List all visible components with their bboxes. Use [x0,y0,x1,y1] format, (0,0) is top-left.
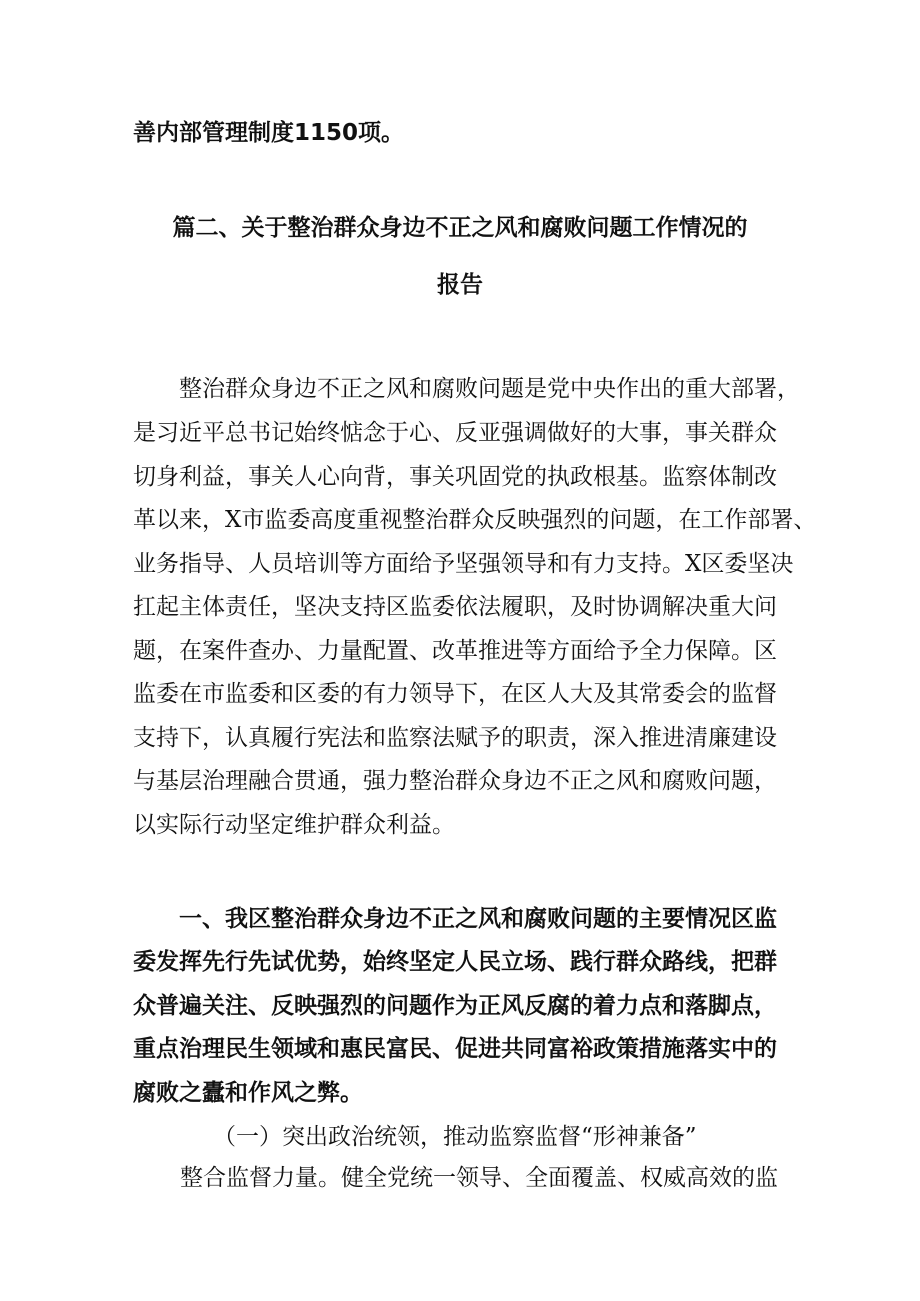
intro-line: 切身利益，事关人心向背，事关巩固党的执政根基。监察体制改 [133,464,777,490]
bold-line: 一、我区整治群众身边不正之风和腐败问题的主要情况区监 [179,906,777,932]
bold-line: 委发挥先行先试优势，始终坚定人民立场、践行群众路线，把群 [133,949,777,975]
section-title-line-2: 报告 [437,272,483,298]
intro-line: 是习近平总书记始终惦念于心、反亚强调做好的大事，事关群众 [133,420,777,446]
bold-line: 重点治理民生领域和惠民富民、促进共同富裕政策措施落实中的 [133,1036,777,1062]
intro-line: 扛起主体责任，坚决支持区监委依法履职，及时协调解决重大问 [133,594,777,620]
body-line: 整合监督力量。健全党统一领导、全面覆盖、权威高效的监 [180,1165,778,1191]
intro-line: 监委在市监委和区委的有力领导下，在区人大及其常委会的监督 [133,681,777,707]
intro-line: 业务指导、人员培训等方面给予坚强领导和有力支持。X区委坚决 [133,551,794,577]
bold-line: 众普遍关注、反映强烈的问题作为正风反腐的着力点和落脚点， [133,993,777,1019]
section-title-line-1: 篇二、关于整治群众身边不正之风和腐败问题工作情况的 [172,215,748,241]
intro-line: 题，在案件查办、力量配置、改革推进等方面给予全力保障。区 [133,638,777,664]
carryover-line: 善内部管理制度1150项。 [133,120,405,146]
intro-line: 革以来，X市监委高度重视整治群众反映强烈的问题，在工作部署、 [133,507,817,533]
intro-line: 与基层治理融合贯通，强力整治群众身边不正之风和腐败问题， [133,768,777,794]
intro-line: 整治群众身边不正之风和腐败问题是党中央作出的重大部署， [179,376,800,402]
intro-line: 支持下，认真履行宪法和监察法赋予的职责，深入推进清廉建设 [133,725,777,751]
intro-line: 以实际行动坚定维护群众利益。 [133,812,455,838]
bold-line: 腐败之蠹和作风之弊。 [133,1080,363,1106]
subheading: （一）突出政治统领，推动监察监督“形神兼备” [213,1124,697,1150]
